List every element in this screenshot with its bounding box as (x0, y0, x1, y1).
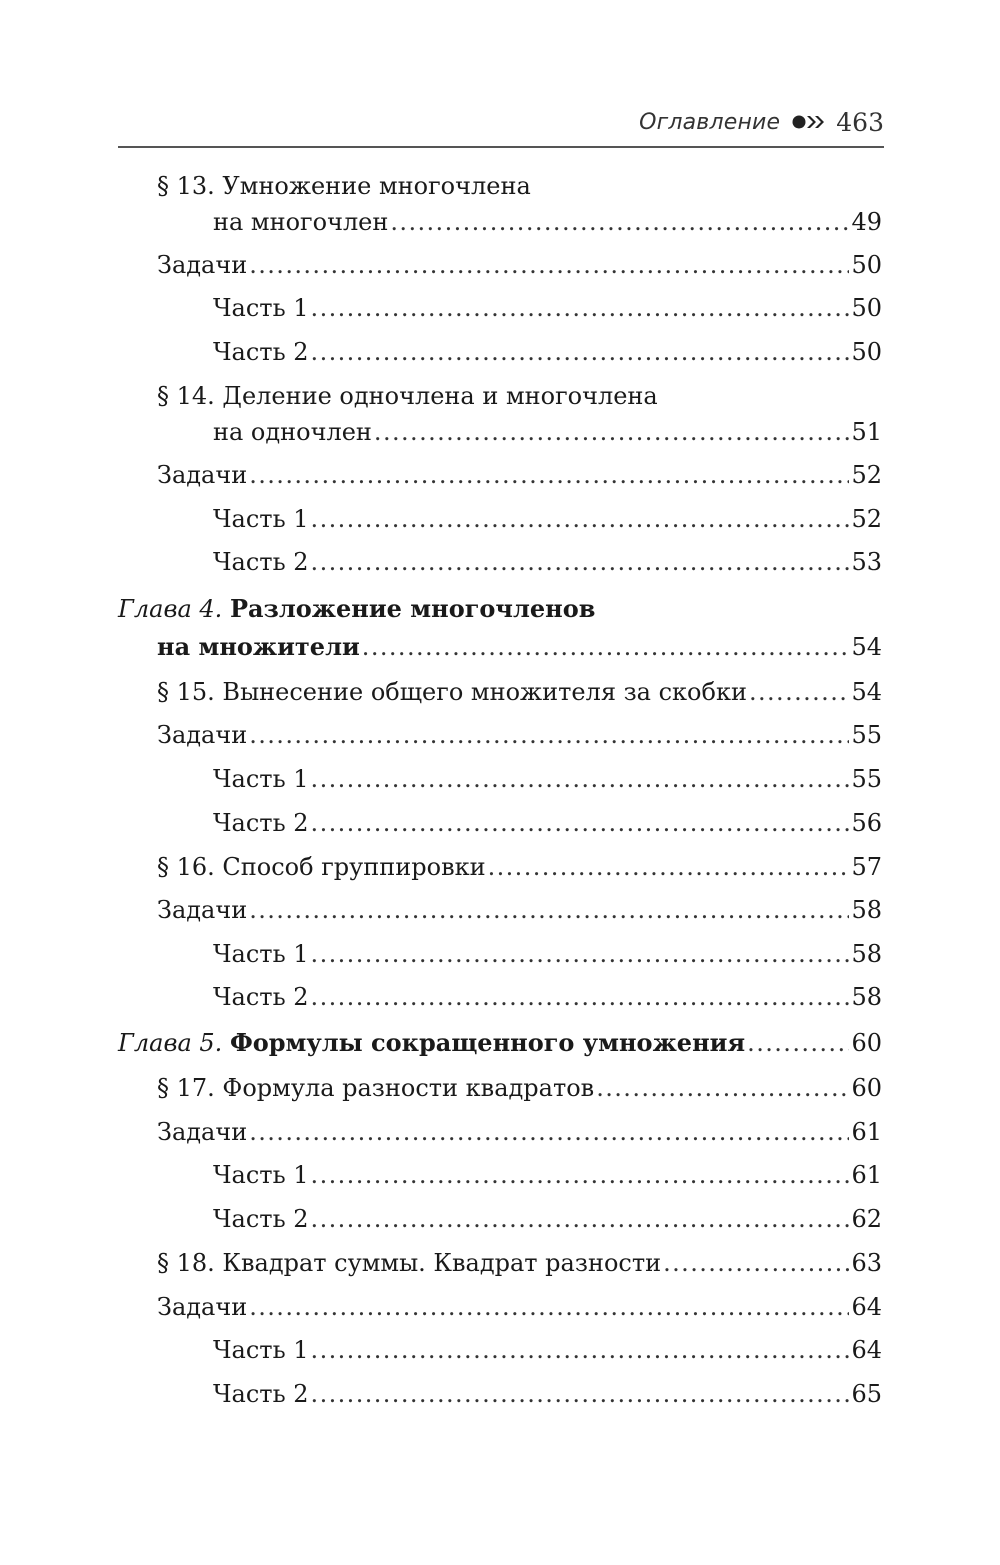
toc-page-number: 52 (851, 461, 882, 489)
toc-entry-label: Часть 1 (213, 765, 309, 793)
toc-page-number: 54 (851, 633, 882, 661)
toc-entry-label: Часть 1 (213, 505, 309, 533)
toc-page-number: 61 (851, 1161, 882, 1189)
toc-entry-label: Часть 2 (213, 983, 309, 1011)
toc-page-number: 55 (851, 721, 882, 749)
dot-leader (311, 288, 850, 328)
toc-entry-label: § 14. Деление одночлена и многочлена (157, 382, 658, 410)
dot-leader (488, 847, 850, 887)
toc-entry-s17 (0, 1068, 1000, 1108)
dot-leader (374, 412, 850, 452)
toc-entry-s17-tasks (0, 1112, 1000, 1152)
toc-entry-label: § 17. Формула разности квадратов (157, 1074, 595, 1102)
toc-entry-s14-tasks (0, 455, 1000, 495)
toc-entry-s16-tasks (0, 890, 1000, 930)
dot-leader (249, 455, 849, 495)
toc-entry-s16-part1 (0, 934, 1000, 974)
toc-entry-label: § 18. Квадрат суммы. Квадрат разности (157, 1249, 662, 1277)
toc-entry-label: § 15. Вынесение общего множителя за скобки (157, 678, 747, 706)
dot-leader (749, 672, 850, 712)
dot-leader (311, 934, 850, 974)
toc-page-number: 61 (851, 1118, 882, 1146)
toc-page-number: 63 (851, 1249, 882, 1277)
dot-leader (311, 1199, 850, 1239)
chapter-label: Глава 5. (118, 1029, 223, 1057)
dot-leader (311, 977, 850, 1017)
toc-chapter-4-line1 (0, 589, 1000, 629)
toc-entry-s14 (0, 412, 1000, 452)
dot-leader (249, 245, 849, 285)
toc-page-number: 65 (851, 1380, 882, 1408)
toc-entry-s18-tasks (0, 1287, 1000, 1327)
dot-leader (311, 759, 850, 799)
toc-entry-label: Задачи (157, 251, 248, 279)
dot-leader (362, 627, 850, 667)
chapter-title: на множители (157, 632, 360, 661)
dot-leader (311, 332, 850, 372)
dot-leader (311, 1374, 850, 1414)
dot-leader (596, 1068, 849, 1108)
toc-entry-s15-part1 (0, 759, 1000, 799)
chapter-title: Формулы сокращенного умножения (229, 1028, 746, 1057)
dot-leader (249, 890, 849, 930)
toc-page-number: 58 (851, 983, 882, 1011)
dot-leader (390, 202, 849, 242)
dot-leader (249, 715, 849, 755)
toc-entry-s16-part2 (0, 977, 1000, 1017)
toc-entry-s15-tasks (0, 715, 1000, 755)
chapter-label: Глава 4. (118, 595, 223, 623)
toc-entry-label: Часть 2 (213, 338, 309, 366)
toc-page-number: 50 (851, 338, 882, 366)
dot-leader (311, 803, 850, 843)
toc-entry-label: Часть 1 (213, 940, 309, 968)
toc-entry-label: Задачи (157, 461, 248, 489)
toc-entry-label: Часть 1 (213, 1336, 309, 1364)
toc-entry-s13-part1 (0, 288, 1000, 328)
toc-entry-s17-part2 (0, 1199, 1000, 1239)
toc-entry-s13 (0, 202, 1000, 242)
toc-entry-label: Часть 2 (213, 809, 309, 837)
toc-page-number: 58 (851, 940, 882, 968)
toc-entry-s13-tasks (0, 245, 1000, 285)
chapter-title: Разложение многочленов (229, 594, 596, 623)
toc-page-number: 60 (851, 1029, 882, 1057)
toc-entry-label: Часть 1 (213, 294, 309, 322)
toc-entry-label: Часть 1 (213, 1161, 309, 1189)
dot-leader (311, 542, 850, 582)
toc-page-number: 54 (851, 678, 882, 706)
dot-leader (311, 1155, 850, 1195)
toc-entry-label: Задачи (157, 721, 248, 749)
dot-leader (249, 1112, 849, 1152)
toc-entry-label: Задачи (157, 1118, 248, 1146)
toc-page-number: 58 (851, 896, 882, 924)
toc-page-number: 64 (851, 1293, 882, 1321)
toc-entry-s17-part1 (0, 1155, 1000, 1195)
toc-page-number: 62 (851, 1205, 882, 1233)
toc-page-number: 49 (851, 208, 882, 236)
toc-page-number: 57 (851, 853, 882, 881)
running-header-title: Оглавление (639, 109, 781, 135)
toc-entry-s18-part1 (0, 1330, 1000, 1370)
toc-entry-s14-part1 (0, 499, 1000, 539)
toc-entry-s18-part2 (0, 1374, 1000, 1414)
toc-page-number: 64 (851, 1336, 882, 1364)
toc-entry-label: Задачи (157, 896, 248, 924)
toc-entry-s13-part2 (0, 332, 1000, 372)
toc-page-number: 56 (851, 809, 882, 837)
page-number: 463 (836, 107, 884, 137)
toc-entry-label: Задачи (157, 1293, 248, 1321)
toc-entry-label: на одночлен (213, 418, 372, 446)
toc-entry-label: Часть 2 (213, 1205, 309, 1233)
dot-leader (663, 1243, 849, 1283)
toc-entry-label: Часть 2 (213, 548, 309, 576)
toc-chapter-4 (0, 627, 1000, 667)
toc-chapter-5 (0, 1023, 1000, 1063)
toc-entry-s16 (0, 847, 1000, 887)
toc-page-number: 53 (851, 548, 882, 576)
dot-leader (311, 1330, 850, 1370)
toc-entry-s15 (0, 672, 1000, 712)
toc-page-number: 50 (851, 294, 882, 322)
toc-page-number: 55 (851, 765, 882, 793)
toc-page-number: 51 (851, 418, 882, 446)
toc-entry-s14-part2 (0, 542, 1000, 582)
toc-page-number: 52 (851, 505, 882, 533)
toc-entry-label: Часть 2 (213, 1380, 309, 1408)
toc-entry-s15-part2 (0, 803, 1000, 843)
dot-leader (249, 1287, 849, 1327)
dot-leader (747, 1023, 849, 1063)
toc-entry-s13-line1 (0, 166, 1000, 206)
toc-entry-label: § 13. Умножение многочлена (157, 172, 531, 200)
toc-entry-s14-line1 (0, 376, 1000, 416)
toc-entry-label: § 16. Способ группировки (157, 853, 486, 881)
toc-page-number: 60 (851, 1074, 882, 1102)
toc-page-number: 50 (851, 251, 882, 279)
toc-entry-label: на многочлен (213, 208, 389, 236)
toc-entry-s18 (0, 1243, 1000, 1283)
dot-leader (311, 499, 850, 539)
